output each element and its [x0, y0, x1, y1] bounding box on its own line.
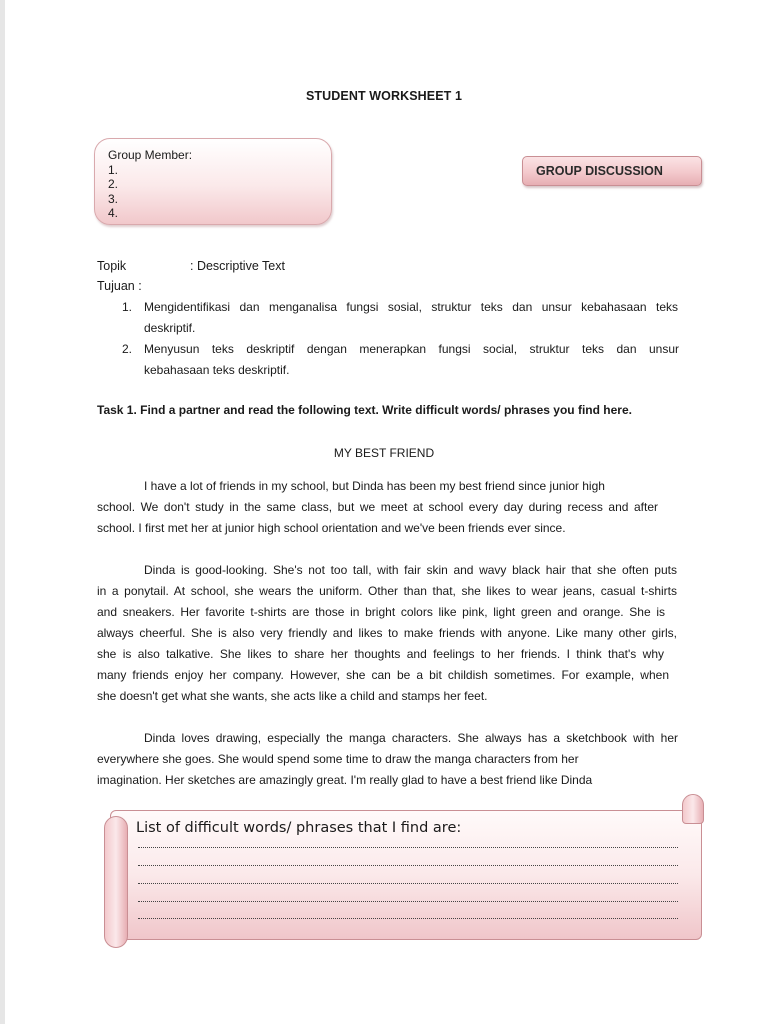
- topik-value: : Descriptive Text: [190, 259, 285, 273]
- member-line: 1.: [108, 162, 119, 177]
- tujuan-item-number: 1.: [122, 300, 133, 314]
- story-line: she doesn't get what she wants, she acts like a child and stamps her feet.: [97, 689, 488, 703]
- story-line: and sneakers. Her favorite t-shirts are those in bright colors like pink, light green and orange. She is: [97, 605, 665, 619]
- member-line: 3.: [108, 191, 119, 206]
- story-line: I have a lot of friends in my school, but Dinda has been my best friend since junior high: [144, 479, 605, 493]
- difficult-words-label: List of difficult words/ phrases that I find are:: [136, 820, 462, 836]
- group-member-box: [94, 138, 332, 225]
- member-line: 2.: [108, 177, 119, 191]
- answer-line[interactable]: [138, 918, 678, 919]
- answer-line[interactable]: [138, 901, 678, 902]
- story-line: school. I first met her at junior high school orientation and we've been friends ever since.: [97, 521, 566, 535]
- tujuan-item-line: Mengidentifikasi dan menganalisa fungsi sosial, struktur teks dan unsur kebahasaan teks: [144, 300, 678, 314]
- story-line: Dinda is good-looking. She's not too tall, with fair skin and wavy black hair that she often puts: [144, 563, 677, 577]
- page-edge: [0, 0, 5, 1024]
- story-title: MY BEST FRIEND: [333, 446, 435, 460]
- member-line: 4.: [108, 206, 119, 220]
- story-line: she is also talkative. She likes to share her thoughts and feelings to her friends. I think that's why: [97, 647, 664, 661]
- group-member-label: Group Member:: [108, 148, 193, 162]
- tujuan-item-line: deskriptif.: [144, 321, 196, 335]
- scroll-curl-right: [682, 794, 704, 824]
- answer-line[interactable]: [138, 865, 678, 866]
- story-line: many friends enjoy her company. However, she can be a bit childish sometimes. For example, when: [97, 668, 669, 682]
- story-line: imagination. Her sketches are amazingly great. I'm really glad to have a best friend like Dinda: [97, 773, 593, 787]
- tujuan-item-line: kebahasaan teks deskriptif.: [144, 363, 290, 377]
- worksheet-title: STUDENT WORKSHEET 1: [305, 89, 463, 103]
- topik-label: Topik: [97, 259, 127, 273]
- scroll-curl-left: [104, 816, 128, 948]
- answer-line[interactable]: [138, 883, 678, 884]
- group-discussion-label: GROUP DISCUSSION: [522, 156, 702, 186]
- tujuan-label: Tujuan :: [97, 279, 142, 293]
- tujuan-item-line: Menyusun teks deskriptif dengan menerapkan fungsi social, struktur teks dan unsur: [144, 342, 679, 356]
- tujuan-item-number: 2.: [122, 342, 133, 356]
- task-1-instruction: Task 1. Find a partner and read the following text. Write difficult words/ phrases you find here.: [97, 403, 632, 417]
- story-line: Dinda loves drawing, especially the manga characters. She always has a sketchbook with her: [144, 731, 678, 745]
- story-line: school. We don't study in the same class, but we meet at school every day during recess and after: [97, 500, 658, 514]
- story-line: always cheerful. She is also very friendly and likes to make friends with anyone. Like many other girls,: [97, 626, 677, 640]
- story-line: everywhere she goes. She would spend some time to draw the manga characters from her: [97, 752, 579, 766]
- story-line: in a ponytail. At school, she wears the uniform. Other than that, she likes to wear jeans, casual t-shirts: [97, 584, 677, 598]
- answer-line[interactable]: [138, 847, 678, 848]
